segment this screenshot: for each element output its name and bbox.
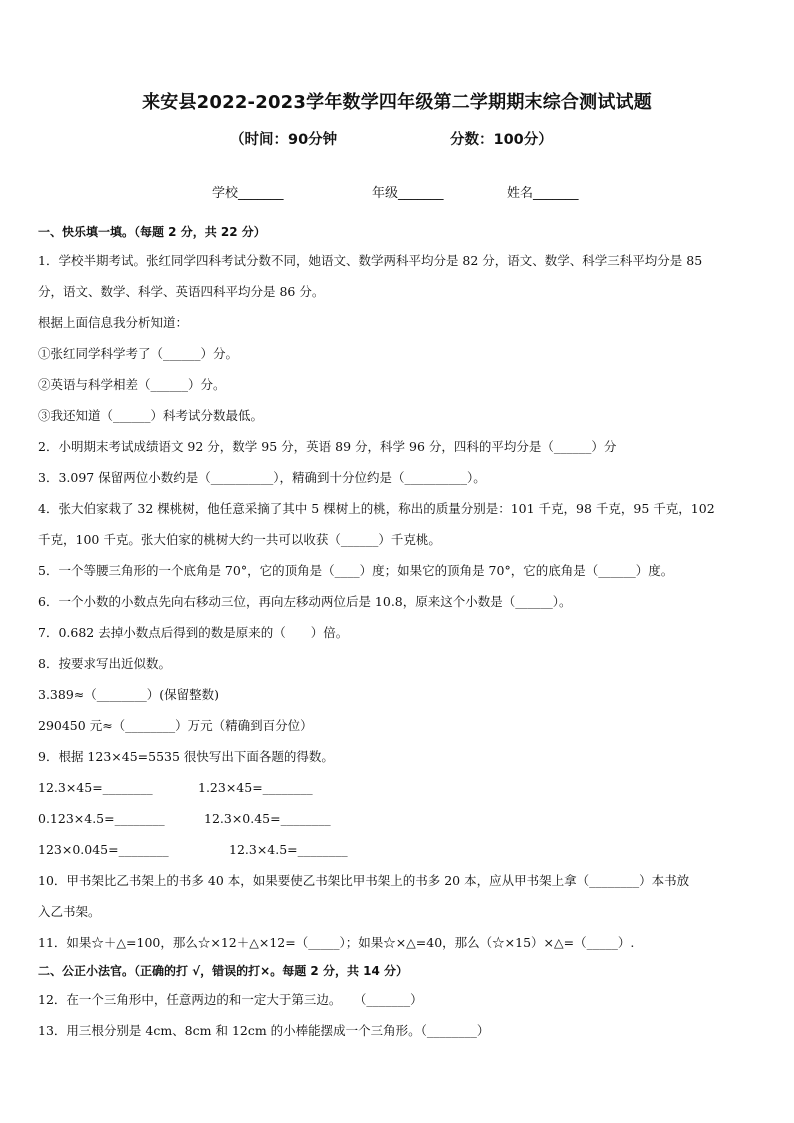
school-field[interactable]: 学校_______	[212, 186, 284, 201]
question-1-line-1: 1．学校半期考试。张红同学四科考试分数不同，她语文、数学两科平均分是 82 分，语文、数学、科学三科平均分是 85	[38, 253, 703, 268]
question-4-line-2[interactable]: 千克，100 千克。张大伯家的桃树大约一共可以收获（______）千克桃。	[38, 532, 441, 547]
question-11[interactable]: 11．如果☆＋△=100，那么☆×12＋△×12=（_____）；如果☆×△=40，那么（☆×15）×△=（_____）.	[38, 935, 635, 950]
page-title: 来安县2022-2023学年数学四年级第二学期期末综合测试试题	[142, 92, 652, 113]
section-2-heading: 二、公正小法官。（正确的打 √，错误的打×。每题 2 分，共 14 分）	[38, 964, 408, 978]
question-13[interactable]: 13．用三根分别是 4cm、8cm 和 12cm 的小棒能摆成一个三角形。（________）	[38, 1023, 490, 1038]
question-7[interactable]: 7．0.682 去掉小数点后得到的数是原来的（ ）倍。	[38, 625, 349, 640]
question-6[interactable]: 6．一个小数的小数点先向右移动三位，再向左移动两位后是 10.8，原来这个小数是（______）。	[38, 594, 572, 609]
calc-e[interactable]: 123×0.045=________	[38, 842, 169, 857]
question-8-line-3[interactable]: 290450 元≈（________）万元（精确到百分位）	[38, 718, 313, 733]
question-9-line-1: 9．根据 123×45=5535 很快写出下面各题的得数。	[38, 749, 334, 764]
question-9-row-1	[38, 772, 760, 803]
question-12[interactable]: 12．在一个三角形中，任意两边的和一定大于第三边。 （_______）	[38, 992, 423, 1007]
question-1-line-2: 分，语文、数学、科学、英语四科平均分是 86 分。	[38, 284, 325, 299]
question-1-blank-1[interactable]: ①张红同学科学考了（______）分。	[38, 346, 239, 361]
question-10-line-2: 入乙书架。	[38, 904, 101, 919]
section-1-heading: 一、快乐填一填。（每题 2 分，共 22 分）	[38, 225, 266, 239]
question-10-line-1[interactable]: 10．甲书架比乙书架上的书多 40 本，如果要使乙书架比甲书架上的书多 20 本，应从甲书架上拿（________）本书放	[38, 873, 690, 888]
question-3[interactable]: 3．3.097 保留两位小数约是（__________），精确到十分位约是（__________）。	[38, 470, 486, 485]
calc-c[interactable]: 0.123×4.5=________	[38, 811, 165, 826]
question-9-row-3	[38, 834, 760, 865]
exam-time: （时间：90分钟	[230, 132, 338, 148]
exam-content	[38, 219, 760, 1046]
question-1-line-3: 根据上面信息我分析知道：	[38, 315, 189, 330]
calc-b[interactable]: 1.23×45=________	[198, 780, 313, 795]
exam-score: 分数：100分）	[450, 132, 553, 148]
name-field[interactable]: 姓名_______	[507, 186, 579, 201]
question-1-blank-3[interactable]: ③我还知道（______）科考试分数最低。	[38, 408, 264, 423]
calc-d[interactable]: 12.3×0.45=________	[204, 811, 331, 826]
question-8-line-2[interactable]: 3.389≈（________）(保留整数)	[38, 687, 220, 702]
calc-f[interactable]: 12.3×4.5=________	[229, 842, 348, 857]
grade-field[interactable]: 年级_______	[372, 186, 444, 201]
question-1-blank-2[interactable]: ②英语与科学相差（______）分。	[38, 377, 226, 392]
question-4-line-1: 4．张大伯家栽了 32 棵桃树，他任意采摘了其中 5 棵树上的桃，称出的质量分别是：101 千克，98 千克，95 千克，102	[38, 501, 715, 516]
question-9-row-2	[38, 803, 760, 834]
calc-a[interactable]: 12.3×45=________	[38, 780, 153, 795]
question-5[interactable]: 5．一个等腰三角形的一个底角是 70°，它的顶角是（____）度；如果它的顶角是 70°，它的底角是（______）度。	[38, 563, 674, 578]
question-2[interactable]: 2．小明期末考试成绩语文 92 分，数学 95 分，英语 89 分，科学 96 分，四科的平均分是（______）分	[38, 439, 617, 454]
question-8-line-1: 8．按要求写出近似数。	[38, 656, 171, 671]
